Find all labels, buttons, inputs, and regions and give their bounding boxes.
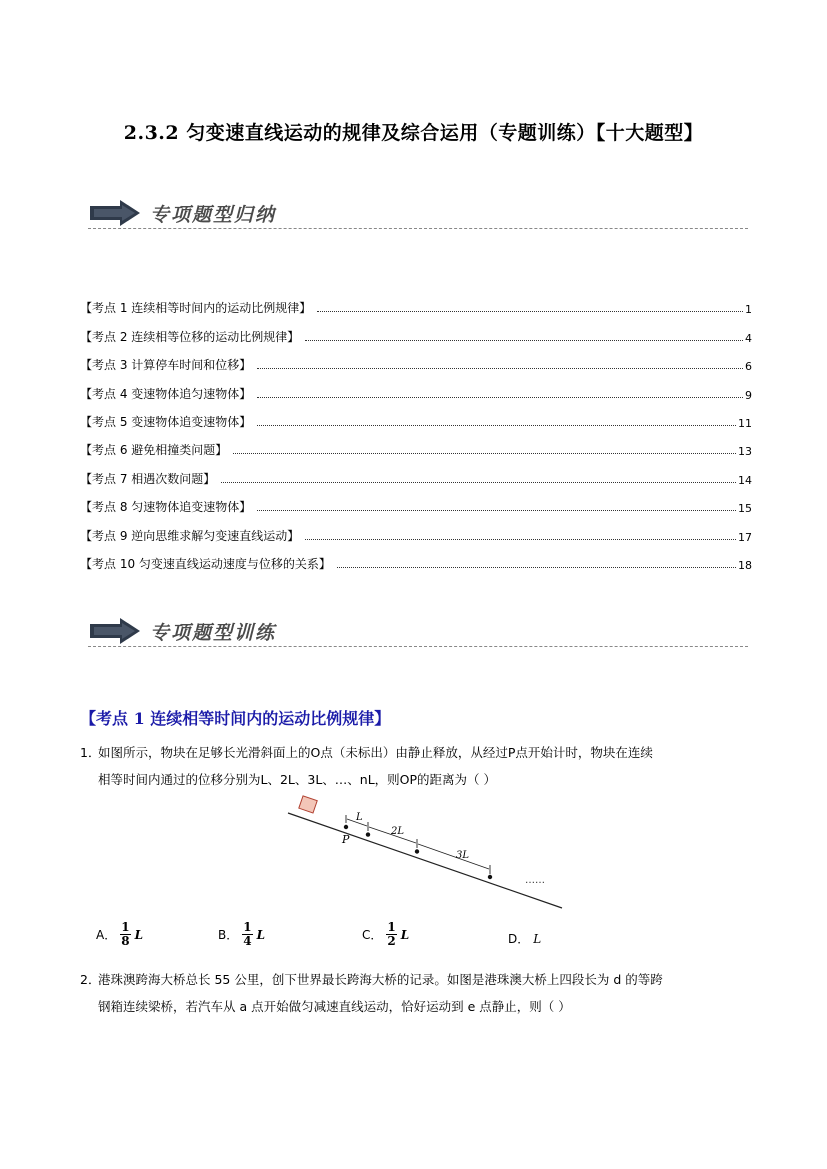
option-b[interactable] xyxy=(218,921,265,948)
option-var: L xyxy=(533,931,542,946)
toc-item[interactable] xyxy=(80,430,752,458)
toc-label: 【考点 2 连续相等位移的运动比例规律】 xyxy=(80,329,300,344)
toc-item[interactable] xyxy=(80,288,752,316)
section-banner-training xyxy=(88,616,748,656)
question-number: 1． xyxy=(80,745,101,760)
toc-page-number: 1 xyxy=(745,303,752,317)
section-banner-summary xyxy=(88,198,748,238)
numerator: 1 xyxy=(121,920,130,934)
label-dots: …… xyxy=(525,875,545,886)
option-var: L xyxy=(256,927,266,942)
question-text-line1: 港珠澳跨海大桥总长 55 公里，创下世界最长跨海大桥的记录。如图是港珠澳大桥上四段长为 d 的等跨 xyxy=(98,972,663,987)
question-text-line2: 钢箱连续梁桥，若汽车从 a 点开始做匀减速直线运动，恰好运动到 e 点静止，则（ ） xyxy=(98,999,571,1014)
question-text-line2: 相等时间内通过的位移分别为L、2L、3L、…、nL，则OP的距离为（ ） xyxy=(98,772,497,787)
denominator: 4 xyxy=(243,934,252,948)
toc-page-number: 13 xyxy=(738,445,752,459)
toc-label: 【考点 3 计算停车时间和位移】 xyxy=(80,358,252,373)
toc-page-number: 9 xyxy=(745,388,752,402)
toc-leader xyxy=(257,509,736,511)
toc-item[interactable] xyxy=(80,402,752,430)
option-c[interactable] xyxy=(362,921,409,948)
toc-label: 【考点 1 连续相等时间内的运动比例规律】 xyxy=(80,301,312,316)
option-letter: C． xyxy=(362,928,383,942)
toc-label: 【考点 6 避免相撞类问题】 xyxy=(80,443,228,458)
incline-figure xyxy=(280,795,570,915)
toc-label: 【考点 8 匀速物体追变速物体】 xyxy=(80,500,252,515)
denominator: 8 xyxy=(121,934,130,948)
toc-leader xyxy=(317,310,743,312)
toc-item[interactable] xyxy=(80,316,752,344)
question-1 xyxy=(80,739,756,793)
toc-page-number: 18 xyxy=(738,558,752,572)
divider xyxy=(88,228,748,229)
toc-leader xyxy=(257,367,743,369)
option-letter: A． xyxy=(96,928,117,942)
denominator: 2 xyxy=(387,934,396,948)
toc-page-number: 15 xyxy=(738,502,752,516)
fraction xyxy=(242,921,252,948)
option-var: L xyxy=(400,927,410,942)
label-p: P xyxy=(342,833,350,846)
point xyxy=(415,849,419,853)
option-var: L xyxy=(134,927,144,942)
section-heading: 【考点 1 连续相等时间内的运动比例规律】 xyxy=(80,709,391,728)
option-letter: B． xyxy=(218,928,239,942)
toc-item[interactable] xyxy=(80,345,752,373)
arrow-icon xyxy=(90,200,142,226)
banner-title: 专项题型训练 xyxy=(150,622,277,644)
toc-page-number: 6 xyxy=(745,360,752,374)
point-p xyxy=(344,825,348,829)
option-letter: D． xyxy=(508,932,530,946)
label-l2: 2L xyxy=(391,826,405,837)
question-text-line1: 如图所示，物块在足够长光滑斜面上的O点（未标出）由静止释放，从经过P点开始计时，物块在连续 xyxy=(98,745,653,760)
toc-leader xyxy=(257,424,736,426)
toc-page-number: 14 xyxy=(738,473,752,487)
toc-label: 【考点 4 变速物体追匀速物体】 xyxy=(80,386,252,401)
toc-leader xyxy=(337,566,736,568)
numerator: 1 xyxy=(243,920,252,934)
incline-line xyxy=(288,813,562,908)
toc-page-number: 17 xyxy=(738,530,752,544)
option-d[interactable] xyxy=(508,930,541,947)
toc-item[interactable] xyxy=(80,487,752,515)
banner-title: 专项题型归纳 xyxy=(150,204,277,226)
toc-page-number: 11 xyxy=(738,416,752,430)
question-2 xyxy=(80,966,756,1020)
numerator: 1 xyxy=(387,920,396,934)
table-of-contents xyxy=(80,288,752,572)
toc-label: 【考点 9 逆向思维求解匀变速直线运动】 xyxy=(80,528,300,543)
toc-leader xyxy=(305,339,743,341)
toc-leader xyxy=(233,452,736,454)
toc-item[interactable] xyxy=(80,458,752,486)
option-a[interactable] xyxy=(96,921,143,948)
toc-leader xyxy=(221,481,736,483)
toc-item[interactable] xyxy=(80,373,752,401)
toc-item[interactable] xyxy=(80,544,752,572)
arrow-icon xyxy=(90,618,142,644)
fraction xyxy=(386,921,396,948)
block xyxy=(299,796,317,813)
toc-label: 【考点 7 相遇次数问题】 xyxy=(80,471,216,486)
toc-label: 【考点 5 变速物体追变速物体】 xyxy=(80,414,252,429)
toc-page-number: 4 xyxy=(745,331,752,345)
toc-leader xyxy=(305,538,736,540)
label-l1: L xyxy=(356,812,363,823)
label-l3: 3L xyxy=(456,850,470,861)
fraction xyxy=(120,921,130,948)
toc-leader xyxy=(257,396,743,398)
page-title: 2.3.2 匀变速直线运动的规律及综合运用（专题训练）【十大题型】 xyxy=(123,122,704,144)
toc-item[interactable] xyxy=(80,515,752,543)
divider xyxy=(88,646,748,647)
point xyxy=(488,875,492,879)
question-number: 2． xyxy=(80,972,101,987)
point xyxy=(366,832,370,836)
toc-label: 【考点 10 匀变速直线运动速度与位移的关系】 xyxy=(80,556,331,571)
